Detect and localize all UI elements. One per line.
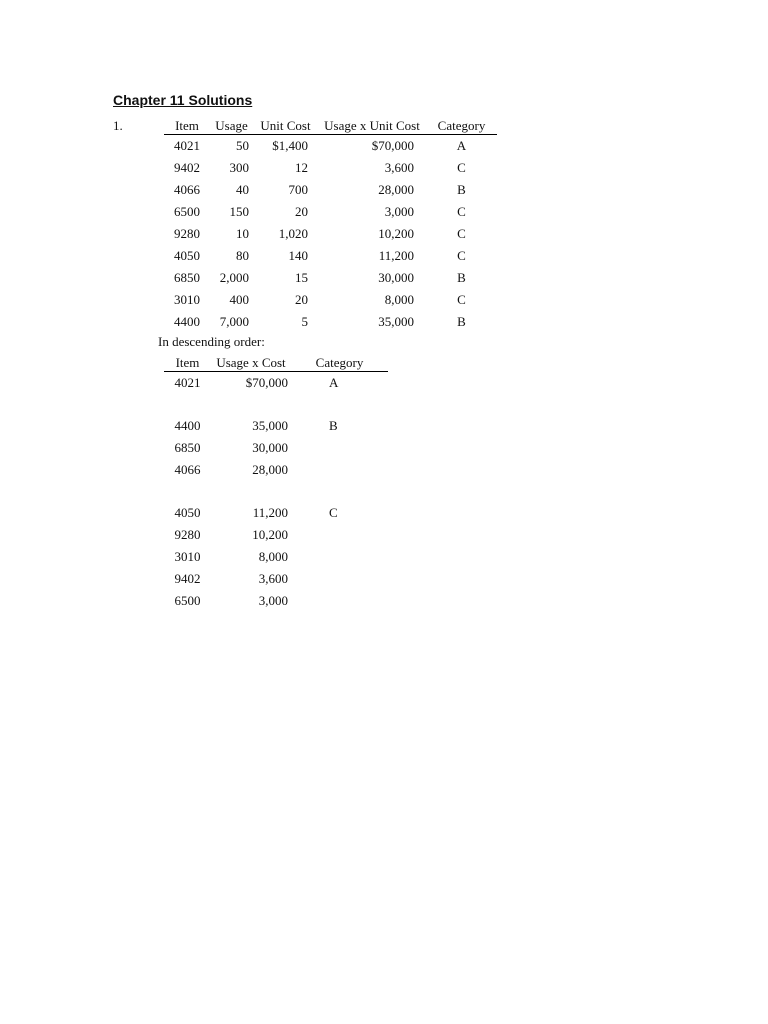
cell-usage-x-unit-cost: 30,000 bbox=[378, 270, 414, 285]
table-row bbox=[164, 179, 497, 201]
cell-item: 4050 bbox=[174, 505, 201, 520]
cell-item: 4050 bbox=[174, 248, 200, 263]
cell-item: 9280 bbox=[174, 226, 200, 241]
cell-item: 4066 bbox=[174, 462, 201, 477]
table-row bbox=[164, 223, 497, 245]
cell-item: 3010 bbox=[174, 549, 201, 564]
header-usage-x-unit-cost: Usage x Unit Cost bbox=[324, 118, 420, 133]
table-row bbox=[164, 372, 388, 395]
table-row bbox=[164, 437, 388, 459]
cell-category: B bbox=[457, 270, 466, 285]
cell-category: C bbox=[457, 292, 466, 307]
spacer-row bbox=[164, 394, 388, 415]
cell-unit-cost: 20 bbox=[295, 292, 308, 307]
cell-usage: 80 bbox=[236, 248, 249, 263]
cell-category bbox=[291, 459, 388, 481]
header-unit-cost: Unit Cost bbox=[260, 118, 311, 133]
cell-category: A bbox=[329, 375, 339, 390]
cell-unit-cost: 5 bbox=[301, 314, 308, 329]
table-row bbox=[164, 502, 388, 524]
cell-category: B bbox=[457, 314, 466, 329]
cell-usage: 10 bbox=[236, 226, 249, 241]
cell-usage: 150 bbox=[229, 204, 249, 219]
cell-unit-cost: 15 bbox=[295, 270, 308, 285]
cell-usage: 300 bbox=[229, 160, 249, 175]
table-row bbox=[164, 459, 388, 481]
cell-usage: 40 bbox=[236, 182, 249, 197]
cell-usage-x-cost: 11,200 bbox=[252, 505, 288, 520]
cell-item: 9280 bbox=[174, 527, 201, 542]
cell-item: 4021 bbox=[174, 375, 201, 390]
table-row bbox=[164, 289, 497, 311]
cell-usage-x-cost: 10,200 bbox=[252, 527, 288, 542]
cell-usage-x-cost: 3,600 bbox=[258, 571, 288, 586]
cell-category bbox=[291, 546, 388, 568]
cell-usage-x-unit-cost: $70,000 bbox=[371, 138, 414, 153]
table-row bbox=[164, 311, 497, 333]
cell-item: 6500 bbox=[174, 204, 200, 219]
cell-category: C bbox=[457, 248, 466, 263]
cell-item: 9402 bbox=[174, 160, 200, 175]
cell-usage-x-cost: 3,000 bbox=[258, 593, 288, 608]
table-row bbox=[164, 568, 388, 590]
cell-item: 9402 bbox=[174, 571, 201, 586]
cell-usage-x-unit-cost: 8,000 bbox=[384, 292, 414, 307]
cell-usage-x-cost: 35,000 bbox=[252, 418, 288, 433]
cell-item: 4066 bbox=[174, 182, 200, 197]
cell-usage-x-unit-cost: 28,000 bbox=[378, 182, 414, 197]
table-row bbox=[164, 590, 388, 612]
descending-order-table bbox=[164, 355, 388, 612]
cell-usage: 2,000 bbox=[219, 270, 249, 285]
cell-category bbox=[291, 437, 388, 459]
spacer-row bbox=[164, 481, 388, 502]
cell-usage-x-cost: $70,000 bbox=[245, 375, 288, 390]
header-item: Item bbox=[175, 118, 199, 133]
cell-category: B bbox=[329, 418, 338, 433]
page-title: Chapter 11 Solutions bbox=[113, 92, 253, 108]
header-usage-x-cost: Usage x Cost bbox=[216, 355, 286, 370]
abc-analysis-table bbox=[164, 118, 497, 333]
cell-usage-x-unit-cost: 3,000 bbox=[384, 204, 414, 219]
table-row bbox=[164, 135, 497, 158]
cell-category: C bbox=[457, 226, 466, 241]
cell-category: A bbox=[456, 138, 467, 153]
cell-usage-x-unit-cost: 35,000 bbox=[378, 314, 414, 329]
header-usage: Usage bbox=[215, 118, 248, 133]
cell-category bbox=[291, 394, 388, 415]
table-header-row bbox=[164, 355, 388, 372]
cell-usage-x-cost bbox=[211, 394, 291, 415]
cell-category: C bbox=[457, 160, 466, 175]
cell-usage: 7,000 bbox=[219, 314, 249, 329]
cell-usage-x-unit-cost: 11,200 bbox=[378, 248, 414, 263]
cell-unit-cost: 1,020 bbox=[278, 226, 308, 241]
cell-item: 4400 bbox=[174, 314, 200, 329]
cell-usage-x-unit-cost: 3,600 bbox=[384, 160, 414, 175]
cell-unit-cost: 20 bbox=[295, 204, 308, 219]
cell-item: 4021 bbox=[174, 138, 200, 153]
cell-unit-cost: 140 bbox=[288, 248, 308, 263]
cell-item: 6850 bbox=[174, 440, 201, 455]
cell-usage-x-cost: 28,000 bbox=[252, 462, 288, 477]
cell-category: B bbox=[457, 182, 466, 197]
cell-category bbox=[291, 568, 388, 590]
table-row bbox=[164, 245, 497, 267]
table-row bbox=[164, 157, 497, 179]
cell-item bbox=[164, 394, 211, 415]
table-header-row bbox=[164, 118, 497, 135]
cell-usage-x-cost: 8,000 bbox=[258, 549, 288, 564]
cell-category bbox=[291, 590, 388, 612]
cell-category: C bbox=[329, 505, 338, 520]
table-row bbox=[164, 201, 497, 223]
header-category: Category bbox=[437, 118, 486, 133]
cell-category bbox=[291, 524, 388, 546]
cell-usage: 50 bbox=[236, 138, 249, 153]
cell-category: C bbox=[457, 204, 466, 219]
cell-unit-cost: 700 bbox=[288, 182, 308, 197]
table-row bbox=[164, 415, 388, 437]
cell-item: 6850 bbox=[174, 270, 200, 285]
cell-item bbox=[164, 481, 211, 502]
cell-category bbox=[291, 481, 388, 502]
table-row bbox=[164, 267, 497, 289]
cell-usage-x-cost bbox=[211, 481, 291, 502]
header-item: Item bbox=[175, 355, 200, 370]
cell-usage-x-cost: 30,000 bbox=[252, 440, 288, 455]
cell-item: 3010 bbox=[174, 292, 200, 307]
header-category: Category bbox=[315, 355, 364, 370]
cell-unit-cost: $1,400 bbox=[272, 138, 308, 153]
cell-item: 6500 bbox=[174, 593, 201, 608]
table-row bbox=[164, 524, 388, 546]
question-number: 1. bbox=[113, 118, 123, 133]
table-row bbox=[164, 546, 388, 568]
cell-usage-x-unit-cost: 10,200 bbox=[378, 226, 414, 241]
cell-item: 4400 bbox=[174, 418, 201, 433]
cell-usage: 400 bbox=[229, 292, 249, 307]
descending-order-label: In descending order: bbox=[158, 334, 265, 349]
cell-unit-cost: 12 bbox=[295, 160, 308, 175]
